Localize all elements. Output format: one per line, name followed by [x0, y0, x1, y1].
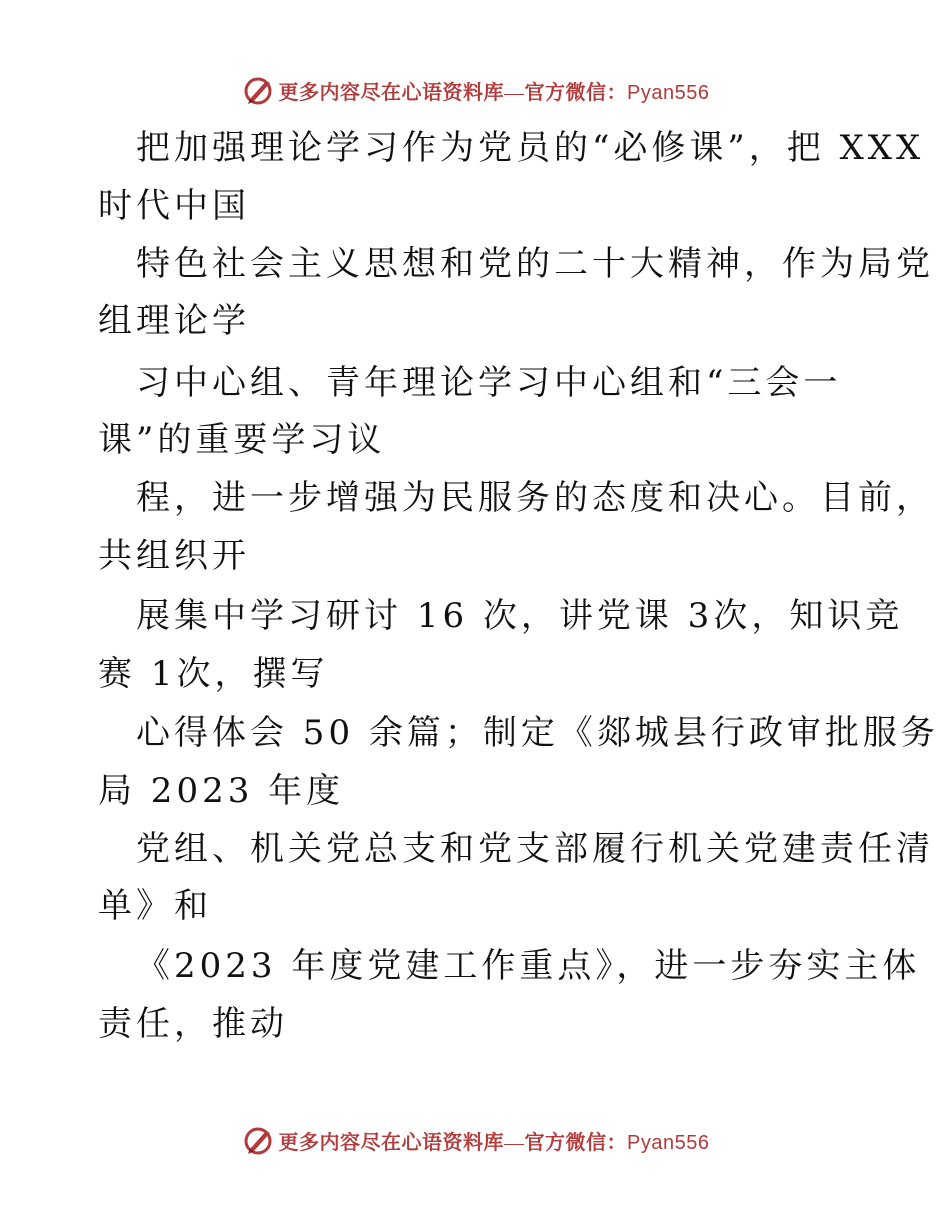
footer-watermark — [0, 1120, 950, 1160]
paragraph-line: 课”的重要学习议 — [98, 420, 386, 460]
paragraph-line: 共组织开 — [98, 536, 250, 576]
paragraph-line: 特色社会主义思想和党的二十大精神，作为局党 — [136, 244, 934, 284]
paragraph-line: 责任，推动 — [98, 1004, 288, 1044]
paragraph-line: 心得体会 50 余篇；制定《郯城县行政审批服务 — [136, 713, 939, 753]
header-watermark — [0, 70, 950, 110]
watermark-text: 更多内容尽在心语资料库—官方微信：Pyan556 — [278, 1131, 710, 1154]
paragraph-line: 习中心组、青年理论学习中心组和“三会一 — [136, 363, 842, 403]
paragraph-line: 时代中国 — [98, 186, 250, 226]
paragraph-line: 赛 1次，撰写 — [98, 654, 329, 694]
pen-logo-icon — [241, 1123, 275, 1157]
paragraph-line: 把加强理论学习作为党员的“必修课”，把 XXX — [136, 128, 925, 168]
paragraph-line: 《2023 年度党建工作重点》，进一步夯实主体 — [136, 946, 921, 986]
pen-logo-icon — [241, 73, 275, 107]
paragraph-line: 局 2023 年度 — [98, 771, 345, 811]
paragraph-line: 组理论学 — [98, 301, 250, 341]
paragraph-line: 程，进一步增强为民服务的态度和决心。目前， — [136, 478, 934, 518]
paragraph-line: 展集中学习研讨 16 次，讲党课 3次，知识竞 — [136, 596, 904, 636]
watermark-text: 更多内容尽在心语资料库—官方微信：Pyan556 — [278, 81, 710, 104]
paragraph-line: 党组、机关党总支和党支部履行机关党建责任清 — [136, 829, 934, 869]
paragraph-line: 单》和 — [98, 886, 212, 926]
